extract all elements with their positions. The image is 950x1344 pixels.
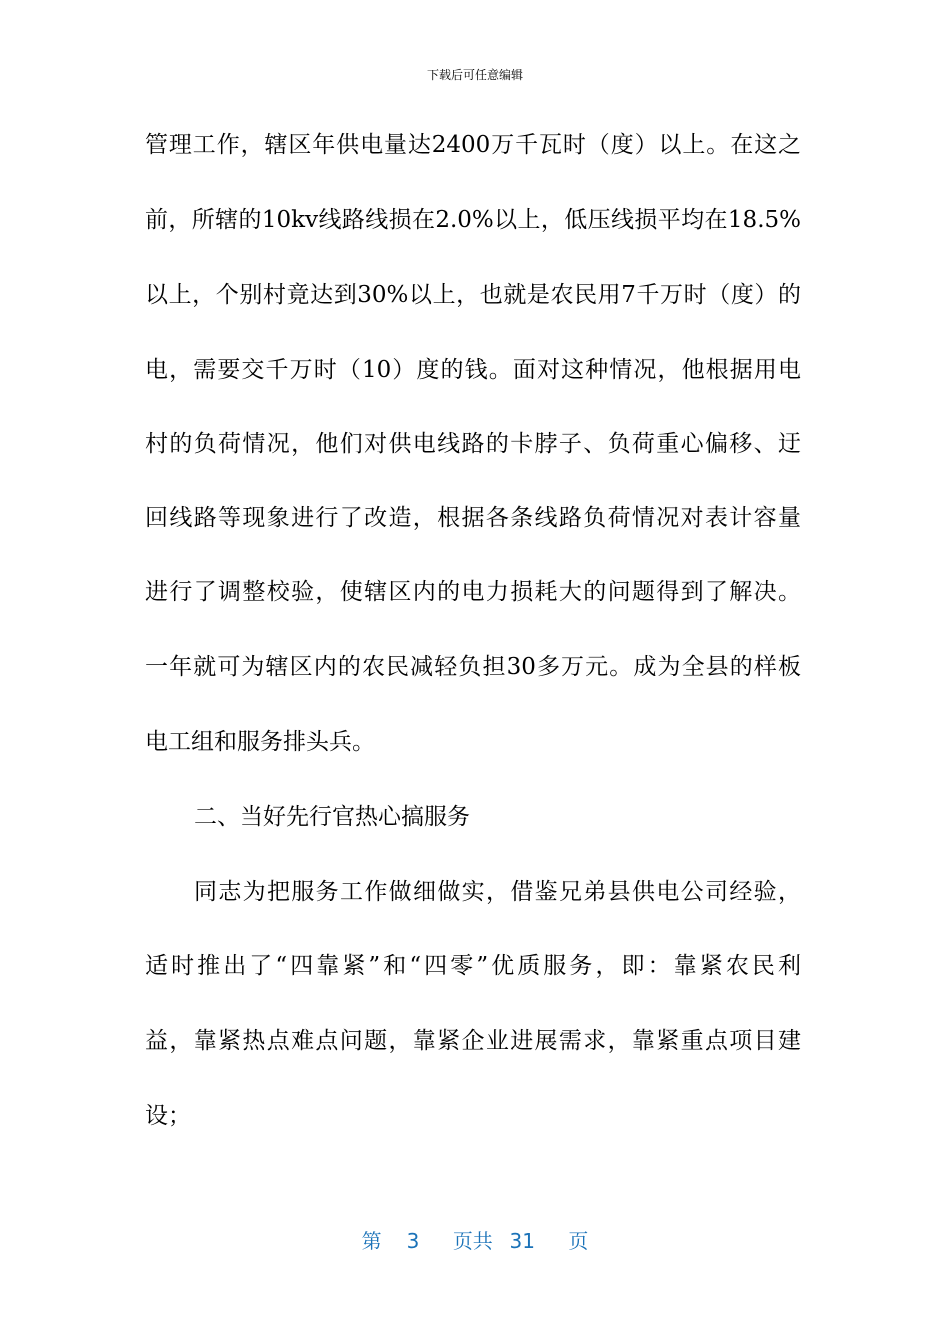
body-line-6: 回线路等现象进行了改造，根据各条线路负荷情况对表计容量 [145, 505, 801, 531]
body-line-14: 设； [145, 1103, 191, 1129]
footer-current-page: 3 [406, 1229, 420, 1253]
body-line-9: 电工组和服务排头兵。 [145, 729, 375, 755]
page-header: 下载后可任意编辑 [426, 68, 523, 82]
body-line-3: 以上，个别村竟达到30%以上，也就是农民用7千万时（度）的 [145, 282, 801, 308]
body-line-2: 前，所辖的10kv线路线损在2.0%以上，低压线损平均在18.5% [145, 207, 801, 233]
footer-total-pages: 31 [509, 1229, 535, 1253]
footer-prefix: 第 [361, 1229, 382, 1253]
page-footer [0, 1225, 950, 1254]
footer-middle: 页共 [452, 1229, 493, 1253]
body-line-7: 进行了调整校验，使辖区内的电力损耗大的问题得到了解决。 [145, 579, 801, 605]
body-line-11: 同志为把服务工作做细做实，借鉴兄弟县供电公司经验， [194, 879, 801, 905]
section-heading: 二、当好先行官热心搞服务 [194, 804, 470, 830]
body-line-5: 村的负荷情况，他们对供电线路的卡脖子、负荷重心偏移、迂 [145, 431, 801, 457]
body-line-13: 益，靠紧热点难点问题，靠紧企业进展需求，靠紧重点项目建 [145, 1028, 801, 1054]
footer-suffix: 页 [568, 1229, 589, 1253]
body-line-1: 管理工作，辖区年供电量达2400万千瓦时（度）以上。在这之 [145, 132, 801, 158]
body-line-8: 一年就可为辖区内的农民减轻负担30多万元。成为全县的样板 [145, 654, 801, 680]
body-line-4: 电，需要交千万时（10）度的钱。面对这种情况，他根据用电 [145, 357, 801, 383]
body-line-12: 适时推出了“四靠紧”和“四零”优质服务，即：靠紧农民利 [145, 953, 801, 979]
